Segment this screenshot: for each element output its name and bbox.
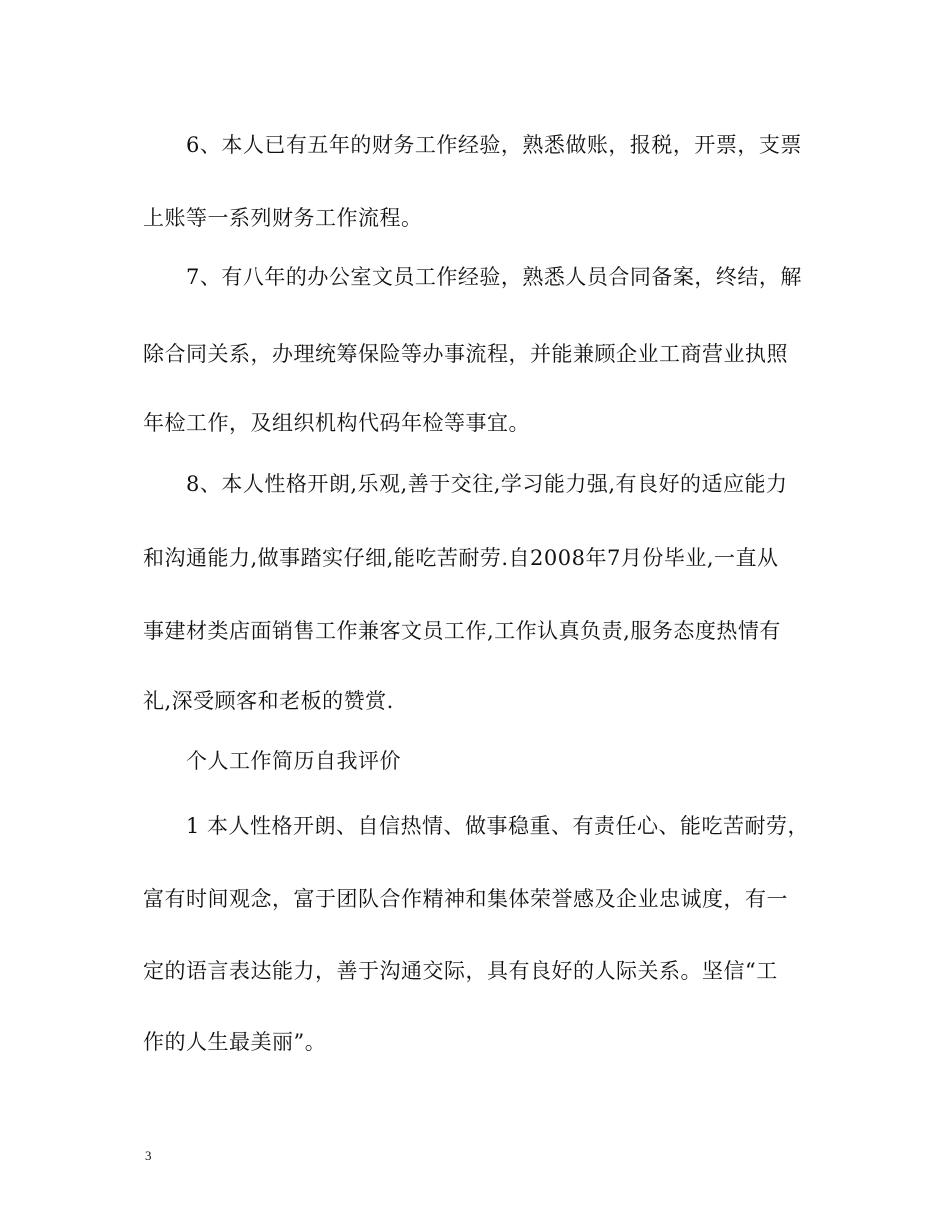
page-number: 3 [145,1148,152,1163]
section-heading: 个人工作简历自我评价 [186,749,401,773]
paragraph-8-line-3: 事建材类店面销售工作兼客文员工作,工作认真负责,服务态度热情有 [143,619,781,643]
paragraph-8-line-2: 和沟通能力,做事踏实仔细,能吃苦耐劳.自2008年7月份毕业,一直从 [143,546,779,570]
paragraph-6-line-2: 上账等一系列财务工作流程。 [143,206,423,230]
paragraph-1-line-4: 作的人生最美丽”。 [143,1030,327,1054]
paragraph-8-line-1: 8、本人性格开朗,乐观,善于交往,学习能力强,有良好的适应能力 [186,472,788,496]
paragraph-8-line-4: 礼,深受顾客和老板的赞赏. [143,689,394,713]
paragraph-7-line-2: 除合同关系，办理统筹保险等办事流程，并能兼顾企业工商营业执照 [143,342,788,366]
paragraph-7-line-1: 7、有八年的办公室文员工作经验，熟悉人员合同备案，终结，解 [186,265,802,289]
paragraph-7-line-3: 年检工作，及组织机构代码年检等事宜。 [143,411,530,435]
paragraph-1-line-2: 富有时间观念，富于团队合作精神和集体荣誉感及企业忠诚度，有一 [143,887,788,911]
paragraph-6-line-1: 6、本人已有五年的财务工作经验，熟悉做账，报税，开票，支票 [186,133,802,157]
paragraph-1-line-1: 1 本人性格开朗、自信热情、做事稳重、有责任心、能吃苦耐劳， [186,814,810,838]
paragraph-1-line-3: 定的语言表达能力，善于沟通交际，具有良好的人际关系。坚信“工 [143,959,778,983]
